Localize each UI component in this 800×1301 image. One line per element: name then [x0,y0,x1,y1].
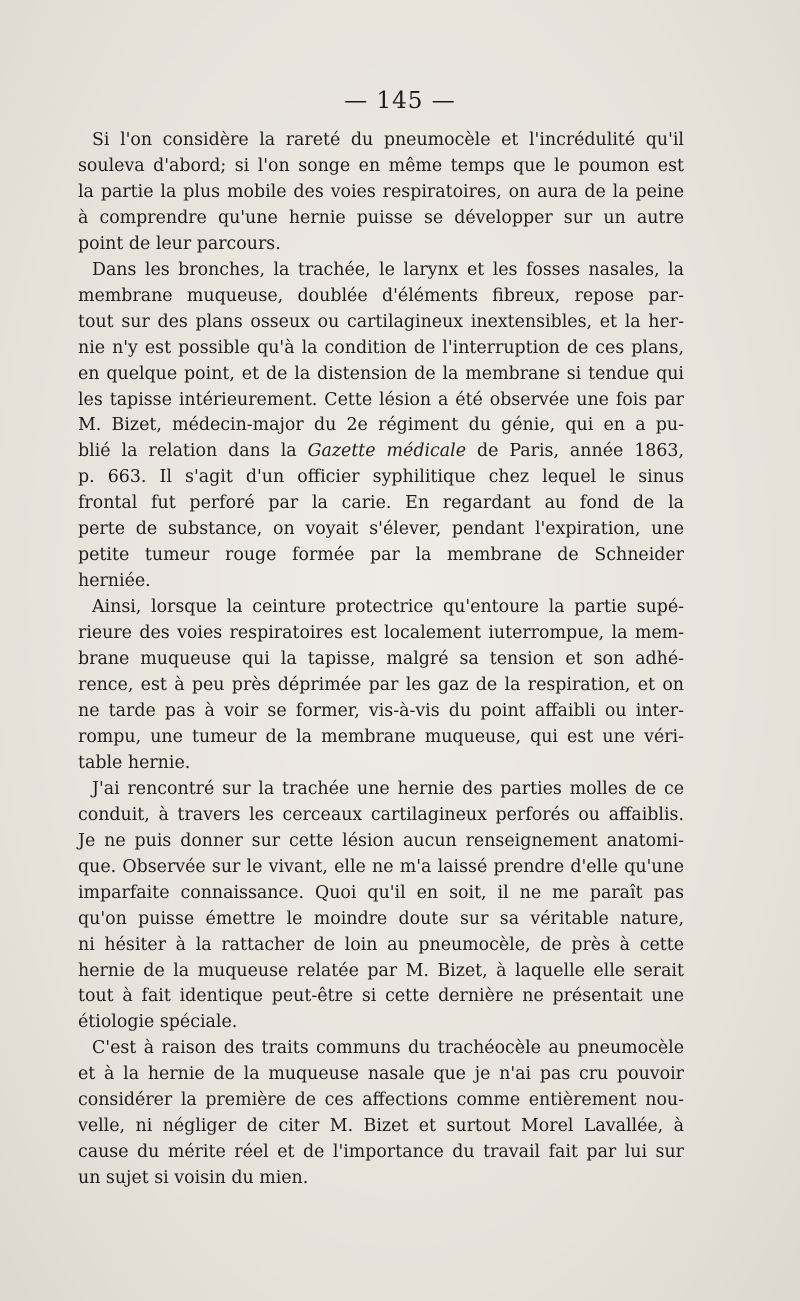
text-line: perte de substance, on voyait s'élever, pendant l'expiration, une [78,519,684,540]
journal-title: Gazette médicale [307,441,466,462]
body-text [78,128,684,1192]
paragraph-3 [78,595,684,777]
text-line: C'est à raison des traits communs du trachéocèle au pneumocèle [92,1038,684,1059]
text-fragment: de Paris, année 1863, [476,441,685,462]
text-line: petite tumeur rouge formée par la membrane de Schneider [78,545,684,566]
paragraph-1 [78,128,684,258]
text-line: conduit, à travers les cerceaux cartilagineux perforés ou affaiblis. [78,804,684,825]
text-line: table hernie. [78,752,191,773]
text-line: ni hésiter à la rattacher de loin au pneumocèle, de près à cette [78,934,684,955]
text-line: Ainsi, lorsque la ceinture protectrice qu'entoure la partie supé- [92,597,684,618]
text-line: hernie de la muqueuse relatée par M. Bizet, à laquelle elle serait [78,960,684,981]
text-line: rompu, une tumeur de la membrane muqueuse, qui est une véri- [78,726,684,747]
text-line: M. Bizet, médecin-major du 2e régiment du génie, qui en a pu- [78,415,684,436]
text-line: nie n'y est possible qu'à la condition de l'interruption de ces plans, [78,337,684,358]
text-line: imparfaite connaissance. Quoi qu'il en soit, il ne me paraît pas [78,882,684,903]
text-line: herniée. [78,571,151,592]
text-line: J'ai rencontré sur la trachée une hernie des parties molles de ce [92,778,684,799]
text-line: tout à fait identique peut-être si cette dernière ne présentait une [78,986,684,1007]
text-line: en quelque point, et de la distension de la membrane si tendue qui [78,363,684,384]
paragraph-2 [78,258,684,595]
text-line-with-title [78,439,684,465]
text-line: rence, est à peu près déprimée par les gaz de la respiration, et on [78,675,684,696]
text-line: cause du mérite réel et de l'importance du travail fait par lui sur [78,1142,684,1163]
text-line: la partie la plus mobile des voies respiratoires, on aura de la peine [78,181,684,202]
text-line: point de leur parcours. [78,233,281,254]
text-line: que. Observée sur le vivant, elle ne m'a laissé prendre d'elle qu'une [78,856,684,877]
text-line: Je ne puis donner sur cette lésion aucun renseignement anatomi- [78,830,684,851]
text-line: étiologie spéciale. [78,1012,238,1033]
page-number: — 145 — [344,88,456,114]
text-line: Si l'on considère la rareté du pneumocèle et l'incrédulité qu'il [92,130,684,150]
text-line: p. 663. Il s'agit d'un officier syphilitique chez lequel le sinus [78,467,684,488]
text-line: qu'on puisse émettre le moindre doute sur sa véritable nature, [78,908,684,929]
text-line: velle, ni négliger de citer M. Bizet et surtout Morel Lavallée, à [78,1116,684,1137]
text-line: un sujet si voisin du mien. [78,1168,309,1189]
text-line: tout sur des plans osseux ou cartilagineux inextensibles, et la her- [78,311,684,332]
text-line: Dans les bronches, la trachée, le larynx et les fosses nasales, la [92,259,684,280]
text-fragment: blié la relation dans la [78,441,297,462]
text-line: brane muqueuse qui la tapisse, malgré sa tension et son adhé- [78,649,684,670]
text-line: ne tarde pas à voir se former, vis-à-vis du point affaibli ou inter- [78,700,684,721]
text-line: souleva d'abord; si l'on songe en même temps que le poumon est [78,155,684,176]
text-line: et à la hernie de la muqueuse nasale que je n'ai pas cru pouvoir [78,1064,684,1085]
text-line: rieure des voies respiratoires est localement iuterrompue, la mem- [78,623,684,644]
text-line: membrane muqueuse, doublée d'éléments fibreux, repose par- [78,285,684,306]
paragraph-5 [78,1036,684,1192]
text-line: frontal fut perforé par la carie. En regardant au fond de la [78,493,684,514]
text-line: considérer la première de ces affections comme entièrement nou- [78,1090,684,1111]
paragraph-4 [78,777,684,1037]
text-line: les tapisse intérieurement. Cette lésion a été observée une fois par [78,389,684,410]
text-line: à comprendre qu'une hernie puisse se développer sur un autre [78,207,684,228]
